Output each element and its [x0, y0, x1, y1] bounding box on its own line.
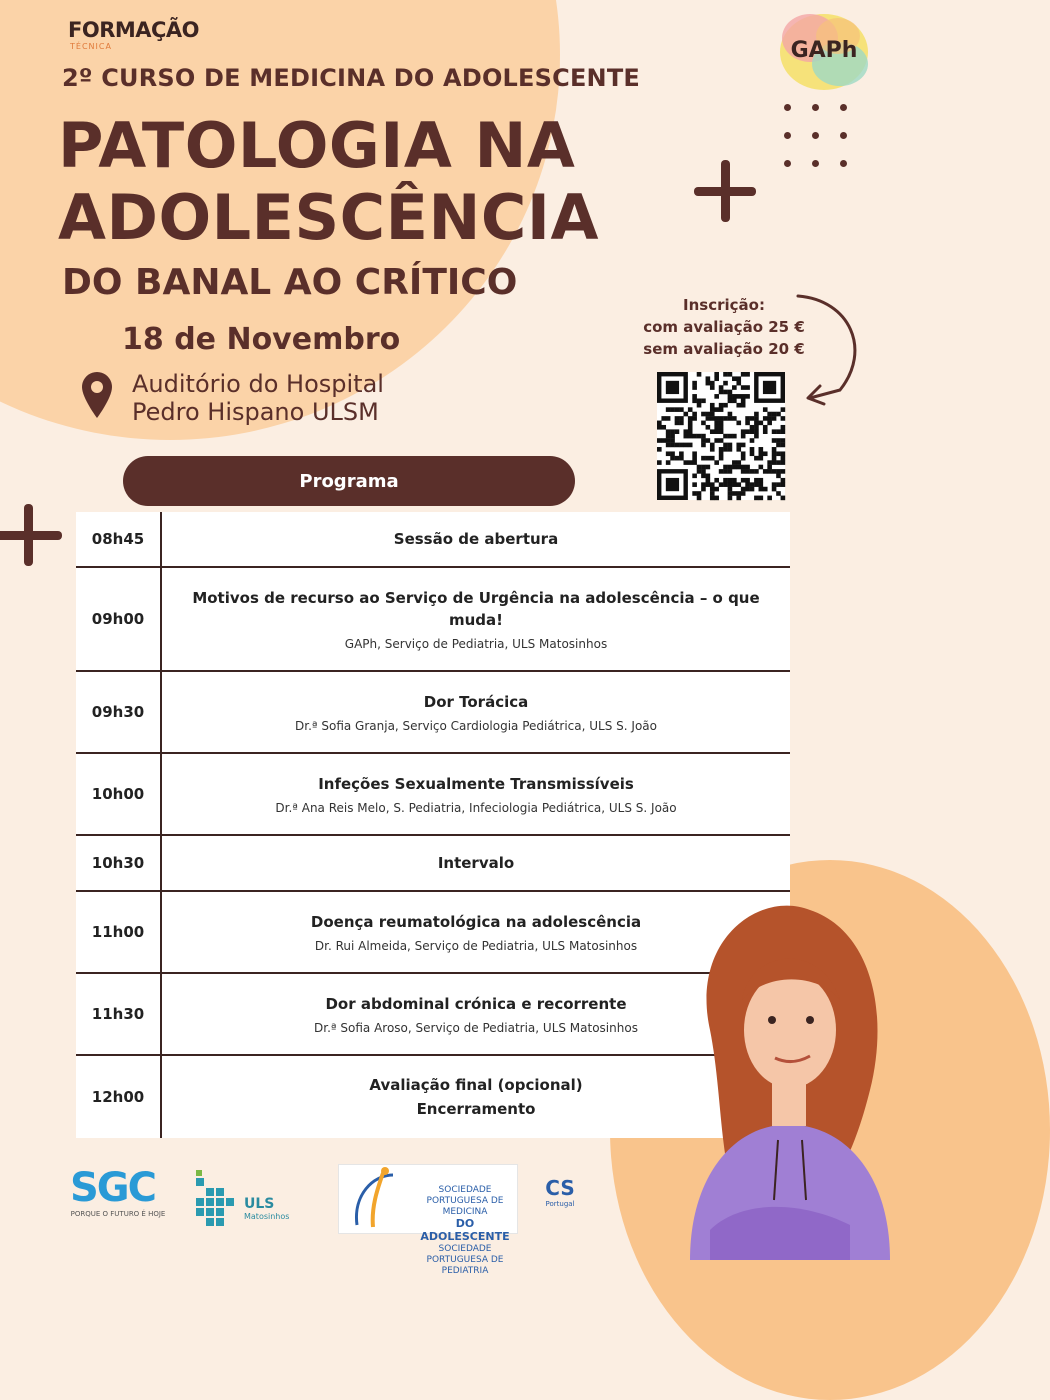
spma-logo: [338, 1164, 518, 1276]
session-time: 09h00: [76, 568, 162, 670]
table-row: [76, 512, 790, 568]
cs-logo: [540, 1176, 580, 1226]
session-time: 11h00: [76, 892, 162, 972]
session-speaker: GAPh, Serviço de Pediatria, ULS Matosinhos: [344, 637, 608, 651]
title-line-2: ADOLESCÊNCIA: [58, 181, 599, 254]
registration-label: Inscrição:: [683, 296, 765, 314]
session-title-2: Encerramento: [416, 1100, 536, 1118]
brand-name: FORMAÇÃO: [68, 18, 200, 42]
course-name: 2º CURSO DE MEDICINA DO ADOLESCENTE: [62, 64, 640, 92]
session-speaker: Dr. Rui Almeida, Serviço de Pediatria, ULS Matosinhos: [314, 939, 638, 953]
registration-with-eval: com avaliação 25 €: [643, 318, 805, 336]
plus-icon: [694, 160, 756, 222]
page-title: [58, 110, 599, 254]
program-header: Programa: [123, 456, 575, 506]
subtitle: DO BANAL AO CRÍTICO: [62, 262, 518, 303]
sgc-tagline: PORQUE O FUTURO É HOJE: [70, 1210, 166, 1218]
session-title: Avaliação final (opcional): [369, 1076, 583, 1094]
spma-line-3: SOCIEDADE PORTUGUESA DE PEDIATRIA: [426, 1244, 504, 1276]
spma-figure-icon: [343, 1165, 413, 1235]
event-date: 18 de Novembro: [122, 322, 401, 357]
dots-decoration: [784, 104, 854, 174]
session-time: 11h30: [76, 974, 162, 1054]
session-title: Doença reumatológica na adolescência: [310, 913, 642, 931]
uls-sub: Matosinhos: [244, 1212, 290, 1221]
session-title: Infeções Sexualmente Transmissíveis: [318, 775, 634, 793]
cs-name: CS: [545, 1176, 575, 1200]
spma-line-1: SOCIEDADE PORTUGUESA DE MEDICINA: [426, 1185, 504, 1217]
venue-line-2: Pedro Hispano ULSM: [132, 398, 379, 426]
session-title: Sessão de abertura: [393, 530, 559, 548]
brand-sub: TÉCNICA: [70, 42, 112, 51]
teen-girl-photo: [650, 880, 890, 1260]
cs-sub: Portugal: [545, 1200, 575, 1208]
uls-logo: [194, 1170, 304, 1230]
gaph-name: GAPh: [790, 38, 858, 63]
location-pin-icon: [82, 372, 112, 418]
formacao-logo: [68, 18, 208, 51]
session-time: 09h30: [76, 672, 162, 752]
qr-code-icon: [657, 372, 785, 500]
gaph-logo: [776, 8, 872, 94]
registration-qr-code[interactable]: [657, 372, 785, 500]
session-time: 12h00: [76, 1056, 162, 1138]
session-speaker: Dr.ª Sofia Aroso, Serviço de Pediatria, ULS Matosinhos: [314, 1021, 638, 1035]
session-title: Intervalo: [437, 854, 515, 872]
sgc-logo: [70, 1165, 166, 1218]
uls-name: ULS: [244, 1196, 275, 1212]
session-speaker: Dr.ª Ana Reis Melo, S. Pediatria, Infeciologia Pediátrica, ULS S. João: [275, 801, 677, 815]
sgc-name: SGC: [70, 1165, 155, 1211]
session-time: 10h30: [76, 836, 162, 890]
session-time: 10h00: [76, 754, 162, 834]
curved-arrow-icon: [790, 290, 870, 410]
venue-line-1: Auditório do Hospital: [132, 370, 384, 398]
session-speaker: Dr.ª Sofia Granja, Serviço Cardiologia Pediátrica, ULS S. João: [295, 719, 657, 733]
session-title: Dor Torácica: [423, 693, 529, 711]
session-time: 08h45: [76, 512, 162, 566]
spma-line-2: DO ADOLESCENTE: [420, 1217, 510, 1243]
registration-without-eval: sem avaliação 20 €: [643, 340, 805, 358]
session-title: Motivos de recurso ao Serviço de Urgência na adolescência – o que muda!: [192, 589, 760, 629]
table-row: [76, 754, 790, 836]
sponsor-logos: [70, 1160, 630, 1276]
plus-icon: [0, 504, 62, 566]
title-line-1: PATOLOGIA NA: [58, 109, 576, 182]
uls-mosaic-icon: [194, 1170, 240, 1230]
venue: [132, 370, 384, 426]
table-row: [76, 568, 790, 672]
session-title: Dor abdominal crónica e recorrente: [325, 995, 627, 1013]
table-row: [76, 672, 790, 754]
